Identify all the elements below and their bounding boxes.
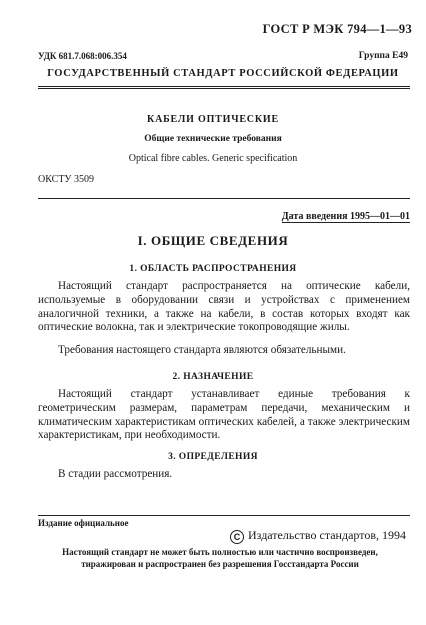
reproduction-notice	[14, 546, 426, 570]
scope-paragraph: Настоящий стандарт распространяется на оптические кабели, используемые в оборудовании связи и устройствах с применением аналогичной техники, а также на кабели, в состав которых входят как оптические волокна, так и электрические токопроводящие жилы.	[38, 280, 410, 334]
introduction-date-text: Дата введения 1995—01—01	[281, 211, 410, 222]
notice-line-1: Настоящий стандарт не может быть полностью или частично воспроизведен,	[62, 547, 378, 557]
okstu-code: ОКСТУ 3509	[38, 174, 95, 185]
introduction-date	[282, 211, 410, 222]
copyright-line	[230, 528, 406, 544]
edition-label: Издание официальное	[38, 518, 129, 528]
udk-code: УДК 681.7.068:006.354	[38, 51, 127, 61]
notice-line-2: тиражирован и распространен без разрешения Госстандарта России	[81, 559, 359, 569]
definitions-paragraph: В стадии рассмотрения.	[58, 468, 173, 480]
mandatory-paragraph: Требования настоящего стандарта являются обязательными.	[58, 344, 346, 356]
group-code: Группа Е49	[358, 51, 408, 61]
gost-number: ГОСТ Р МЭК 794—1—93	[262, 22, 412, 36]
section-title: I. ОБЩИЕ СВЕДЕНИЯ	[137, 233, 289, 248]
date-underline	[282, 222, 410, 223]
copyright-icon: C	[230, 530, 244, 544]
subsection-heading-purpose: 2. НАЗНАЧЕНИЕ	[172, 372, 254, 382]
english-title: Optical fibre cables. Generic specification	[128, 153, 298, 164]
standard-title: ГОСУДАРСТВЕННЫЙ СТАНДАРТ РОССИЙСКОЙ ФЕДЕРАЦИИ	[47, 68, 399, 79]
header-rule-top	[38, 86, 410, 87]
copyright-text: Издательство стандартов, 1994	[248, 528, 406, 542]
document-subtitle: Общие технические требования	[144, 134, 282, 144]
header-rule-bottom	[38, 88, 410, 89]
subsection-heading-scope: 1. ОБЛАСТЬ РАСПРОСТРАНЕНИЯ	[129, 264, 297, 274]
document-title: КАБЕЛИ ОПТИЧЕСКИЕ	[147, 114, 279, 125]
subsection-heading-definitions: 3. ОПРЕДЕЛЕНИЯ	[168, 452, 258, 462]
purpose-paragraph: Настоящий стандарт устанавливает единые требования к геометрическим размерам, параметрам передачи, механическим и климатическим характеристикам оптических кабелей, а также электрическим характеристикам, при необходимости.	[38, 388, 410, 442]
divider-rule	[38, 198, 410, 199]
footer-rule	[38, 515, 410, 516]
